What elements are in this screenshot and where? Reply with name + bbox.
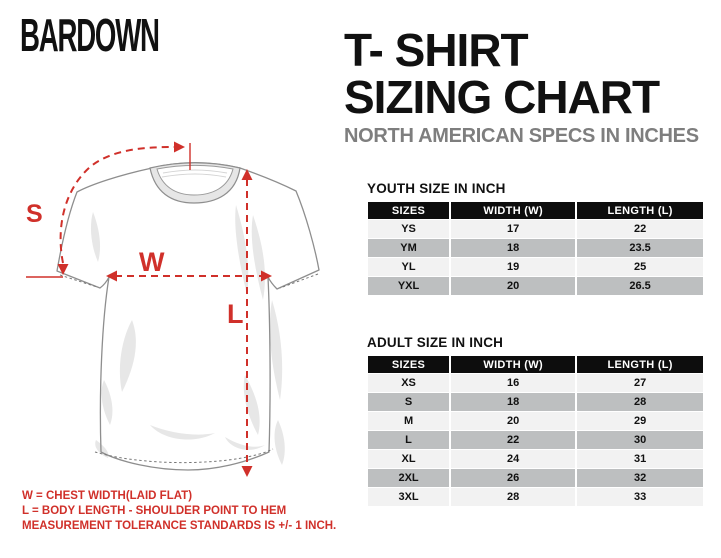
title-subtitle: NORTH AMERICAN SPECS IN INCHES <box>344 125 699 147</box>
width-cell: 18 <box>451 393 575 411</box>
column-header: SIZES <box>368 202 449 219</box>
column-header: WIDTH (W) <box>451 356 575 373</box>
width-cell: 19 <box>451 258 575 276</box>
width-cell: 28 <box>451 488 575 506</box>
table-row <box>368 412 703 430</box>
size-cell: YS <box>368 220 449 238</box>
page-title <box>344 24 716 148</box>
size-cell: YXL <box>368 277 449 295</box>
width-cell: 26 <box>451 469 575 487</box>
label-w: W <box>139 247 165 277</box>
width-cell: 17 <box>451 220 575 238</box>
youth-size-section <box>366 181 706 296</box>
measurement-notes <box>22 489 336 534</box>
column-header: SIZES <box>368 356 449 373</box>
note-width: W = CHEST WIDTH(LAID FLAT) <box>22 490 193 502</box>
length-cell: 30 <box>577 431 703 449</box>
length-cell: 33 <box>577 488 703 506</box>
table-row <box>368 277 703 295</box>
table-row <box>368 239 703 257</box>
bardown-logo: BARDOWN <box>20 9 159 61</box>
adult-size-table <box>366 355 705 507</box>
column-header: LENGTH (L) <box>577 202 703 219</box>
width-cell: 20 <box>451 412 575 430</box>
title-line-2: SIZING CHART <box>344 71 660 123</box>
length-arrowhead-down <box>242 466 253 477</box>
arc-arrowhead-right <box>174 142 185 153</box>
size-cell: 2XL <box>368 469 449 487</box>
size-cell: 3XL <box>368 488 449 506</box>
table-row <box>368 450 703 468</box>
table-row <box>368 488 703 506</box>
size-cell: L <box>368 431 449 449</box>
length-cell: 23.5 <box>577 239 703 257</box>
length-cell: 31 <box>577 450 703 468</box>
length-cell: 26.5 <box>577 277 703 295</box>
length-cell: 25 <box>577 258 703 276</box>
width-cell: 18 <box>451 239 575 257</box>
note-length: L = BODY LENGTH - SHOULDER POINT TO HEM <box>22 505 287 517</box>
table-row <box>368 220 703 238</box>
title-line-1: T- SHIRT <box>344 24 528 76</box>
width-cell: 22 <box>451 431 575 449</box>
adult-table-title: ADULT SIZE IN INCH <box>367 335 504 350</box>
table-row <box>368 393 703 411</box>
table-row <box>368 258 703 276</box>
tshirt-diagram <box>0 0 360 500</box>
size-cell: YM <box>368 239 449 257</box>
table-row <box>368 469 703 487</box>
adult-size-section <box>366 335 706 507</box>
length-cell: 28 <box>577 393 703 411</box>
size-cell: XL <box>368 450 449 468</box>
label-s: S <box>26 200 43 228</box>
size-cell: M <box>368 412 449 430</box>
column-header: WIDTH (W) <box>451 202 575 219</box>
size-cell: S <box>368 393 449 411</box>
column-header: LENGTH (L) <box>577 356 703 373</box>
length-cell: 29 <box>577 412 703 430</box>
length-cell: 22 <box>577 220 703 238</box>
width-cell: 16 <box>451 374 575 392</box>
size-cell: XS <box>368 374 449 392</box>
width-cell: 20 <box>451 277 575 295</box>
label-l: L <box>227 299 244 329</box>
width-cell: 24 <box>451 450 575 468</box>
note-tolerance: MEASUREMENT TOLERANCE STANDARDS IS +/- 1 INCH. <box>22 520 337 532</box>
youth-table-title: YOUTH SIZE IN INCH <box>367 181 506 196</box>
length-cell: 32 <box>577 469 703 487</box>
tshirt-body-fill <box>57 163 319 470</box>
table-row <box>368 374 703 392</box>
table-row <box>368 431 703 449</box>
length-cell: 27 <box>577 374 703 392</box>
youth-size-table <box>366 201 705 296</box>
size-cell: YL <box>368 258 449 276</box>
